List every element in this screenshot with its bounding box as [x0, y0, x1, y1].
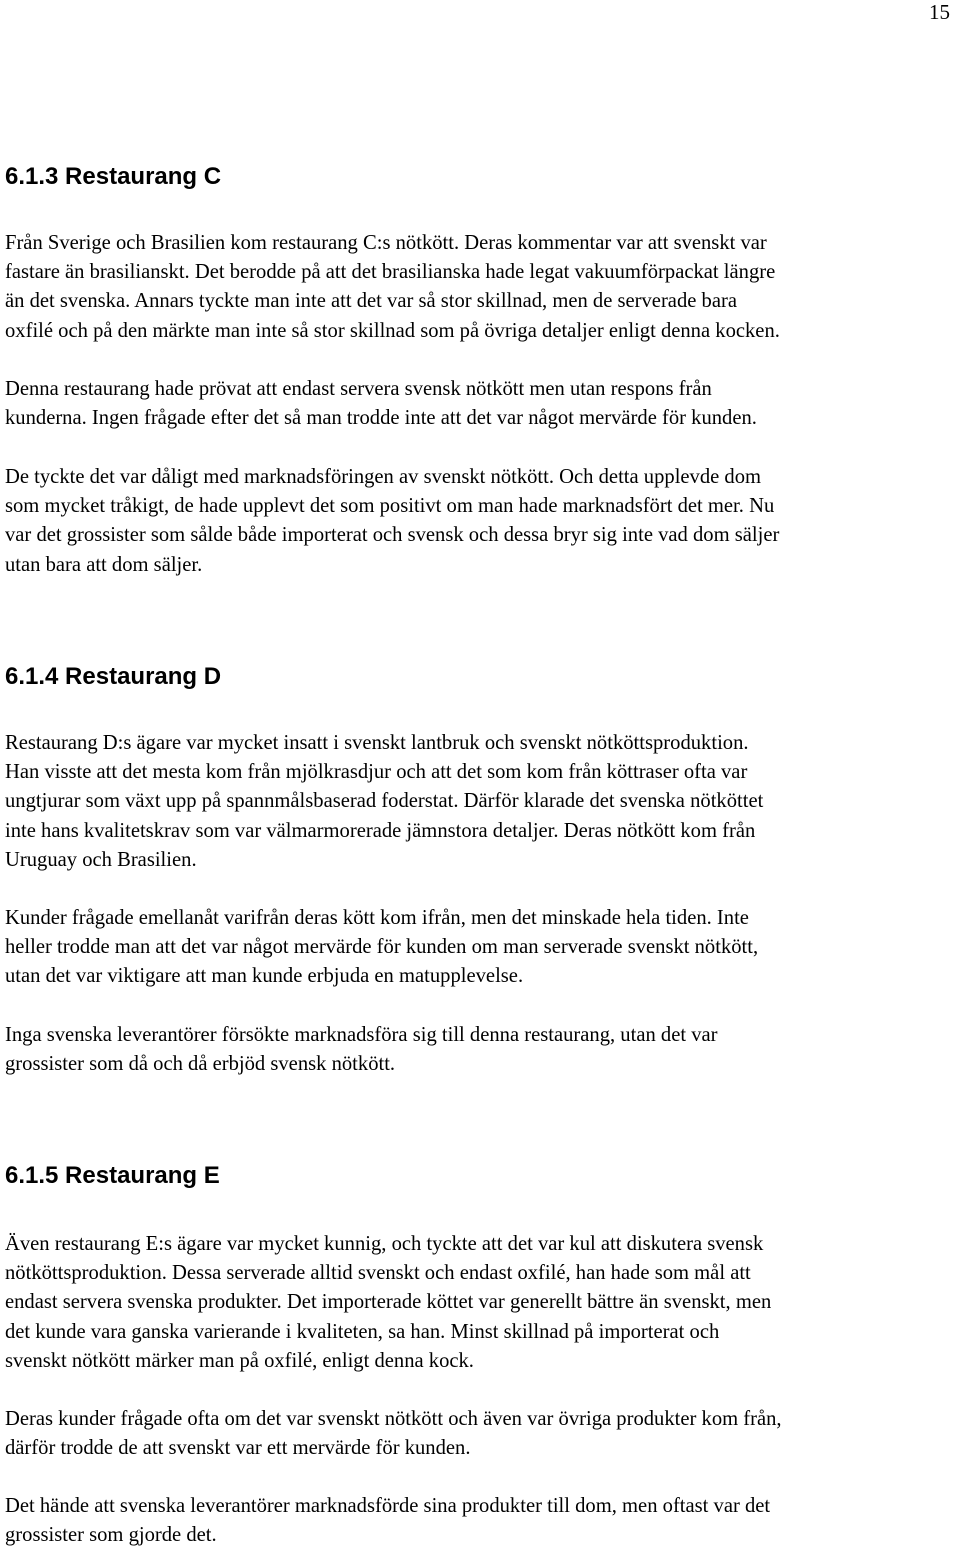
text-line: grossister som då och då erbjöd svensk nötkött.	[5, 1053, 396, 1076]
section-restaurang-c-p2	[5, 375, 960, 433]
section-restaurang-c-p3	[5, 463, 960, 580]
text-line: ungtjurar som växt upp på spannmålsbaserad foderstat. Därför klarade det svenska nötköttet	[5, 790, 764, 813]
text-line: var det grossister som sålde både importerat och svensk och dessa bryr sig inte vad dom säljer	[5, 524, 780, 547]
paragraph	[5, 1230, 960, 1376]
text-line: fastare än brasilianskt. Det berodde på att det brasilianska hade legat vakuumförpackat längre	[5, 261, 776, 284]
text-line: som mycket tråkigt, de hade upplevt det som positivt om man hade marknadsfört det mer. Nu	[5, 495, 775, 518]
text-line: utan bara att dom säljer.	[5, 553, 203, 576]
section-heading: 6.1.3 Restaurang C	[5, 163, 222, 190]
paragraph	[5, 375, 960, 433]
page-number: 15	[929, 0, 950, 24]
section-restaurang-d	[5, 663, 960, 691]
section-restaurang-c	[5, 163, 960, 191]
section-heading: 6.1.5 Restaurang E	[5, 1162, 220, 1189]
text-line: kunderna. Ingen frågade efter det så man trodde inte att det var något mervärde för kunden.	[5, 407, 757, 430]
section-restaurang-e	[5, 1162, 960, 1190]
text-line: De tyckte det var dåligt med marknadsföringen av svenskt nötkött. Och detta upplevde dom	[5, 466, 762, 488]
text-line: Från Sverige och Brasilien kom restaurang C:s nötkött. Deras kommentar var att svenskt var	[5, 232, 767, 254]
section-restaurang-d-p2	[5, 904, 960, 992]
paragraph	[5, 1492, 960, 1550]
text-line: nötköttsproduktion. Dessa serverade alltid svenskt och endast oxfilé, han hade som mål att	[5, 1262, 751, 1285]
text-line: Han visste att det mesta kom från mjölkrasdjur och att det som kom från köttraser ofta var	[5, 761, 748, 784]
text-line: endast servera svenska produkter. Det importerade köttet var generellt bättre än svenskt, men	[5, 1291, 772, 1314]
text-line: utan det var viktigare att man kunde erbjuda en matupplevelse.	[5, 965, 524, 988]
text-line: Denna restaurang hade prövat att endast servera svensk nötkött men utan respons från	[5, 378, 712, 400]
paragraph	[5, 729, 960, 875]
paragraph	[5, 463, 960, 580]
section-restaurang-d-p3	[5, 1021, 960, 1079]
text-line: svenskt nötkött märker man på oxfilé, enligt denna kock.	[5, 1349, 474, 1372]
section-restaurang-c-p1	[5, 229, 960, 346]
text-line: Det hände att svenska leverantörer marknadsförde sina produkter till dom, men oftast var det	[5, 1495, 771, 1517]
text-line: inte hans kvalitetskrav som var välmarmorerade jämnstora detaljer. Deras nötkött kom från	[5, 819, 756, 842]
paragraph	[5, 1021, 960, 1079]
text-line: Även restaurang E:s ägare var mycket kunnig, och tyckte att det var kul att diskutera svensk	[5, 1233, 764, 1255]
paragraph	[5, 904, 960, 992]
section-restaurang-e-p2	[5, 1405, 960, 1463]
paragraph	[5, 229, 960, 346]
text-line: än det svenska. Annars tyckte man inte att det var så stor skillnad, men de serverade bara	[5, 290, 737, 313]
text-line: Uruguay och Brasilien.	[5, 848, 197, 871]
text-line: Restaurang D:s ägare var mycket insatt i svenskt lantbruk och svenskt nötköttsproduktion.	[5, 732, 749, 754]
section-restaurang-e-p3	[5, 1492, 960, 1550]
section-restaurang-e-p1	[5, 1230, 960, 1376]
paragraph	[5, 1405, 960, 1463]
text-line: det kunde vara ganska varierande i kvaliteten, sa han. Minst skillnad på importerat och	[5, 1320, 720, 1343]
text-line: därför trodde de att svenskt var ett mervärde för kunden.	[5, 1437, 471, 1460]
text-line: Kunder frågade emellanåt varifrån deras kött kom ifrån, men det minskade hela tiden. Inte	[5, 907, 749, 929]
text-line: Deras kunder frågade ofta om det var svenskt nötkött och även var övriga produkter kom från,	[5, 1408, 782, 1430]
section-heading: 6.1.4 Restaurang D	[5, 663, 222, 690]
text-line: oxfilé och på den märkte man inte så stor skillnad som på övriga detaljer enligt denna kocken.	[5, 319, 780, 342]
text-line: grossister som gjorde det.	[5, 1524, 217, 1547]
text-line: heller trodde man att det var något mervärde för kunden om man serverade svenskt nötkött,	[5, 936, 759, 959]
section-restaurang-d-p1	[5, 729, 960, 875]
text-line: Inga svenska leverantörer försökte marknadsföra sig till denna restaurang, utan det var	[5, 1024, 718, 1046]
